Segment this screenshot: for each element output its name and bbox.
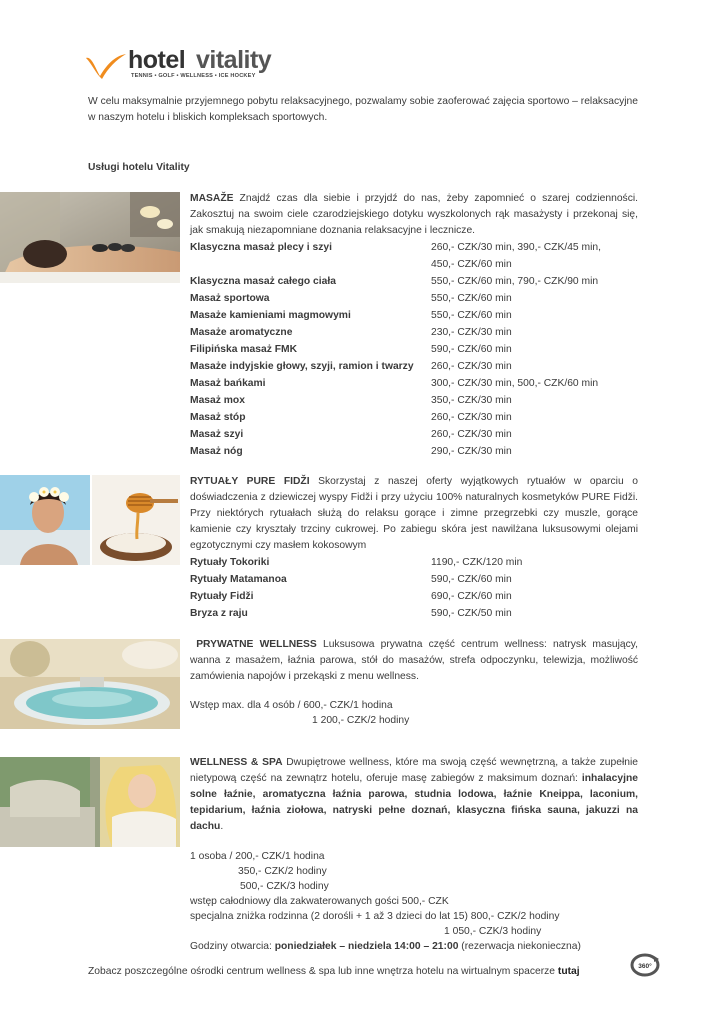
intro-paragraph: W celu maksymalnie przyjemnego pobytu relaksacyjnego, pozwalamy sobie zaoferować zajęcia sportowo – relaksacyjne w naszym hotelu i bliskich kompleksach sportowych. xyxy=(88,96,638,123)
opening-hours xyxy=(190,939,638,954)
price-row xyxy=(190,571,638,588)
hours-label: Godziny otwarcia: xyxy=(190,941,275,952)
price-row xyxy=(190,341,638,358)
price-row xyxy=(190,375,638,392)
ritual-honey-photo xyxy=(92,475,180,565)
service-name: Masaż bańkami xyxy=(190,378,266,389)
price-row xyxy=(190,426,638,443)
footer-text: Zobacz poszczególne ośrodki centrum wellness & spa lub inne wnętrza hotelu na wirtualnym spacerze xyxy=(88,966,558,977)
price-row xyxy=(190,358,638,375)
service-price: 590,- CZK/50 min xyxy=(431,608,512,619)
private-wellness-section xyxy=(190,637,638,728)
spa-facilities: inhalacyjne solne łaźnie, aromatyczna łaźnia parowa, studnia lodowa, łaźnie Kneippa, laconium, tepidarium, łaźnia ziołowa, natryski pełne doznań, klasyczna fińska sauna, jakuzzi na dachu xyxy=(190,773,638,832)
service-price: 550,- CZK/60 min, 790,- CZK/90 min xyxy=(431,276,599,287)
service-name: Rytuały Fidži xyxy=(190,591,254,602)
service-name: Masaże indyjskie głowy, szyji, ramion i twarzy xyxy=(190,361,414,372)
logo-text-hotel: hotel xyxy=(128,46,186,74)
spa-heading: WELLNESS & SPA xyxy=(190,757,283,768)
spa-price-line: 1 050,- CZK/3 hodiny xyxy=(444,926,542,937)
spa-description: Dwupiętrowe wellness, które ma swoją część wewnętrzną, a także zupełnie nietypową część na zewnątrz hotelu, oferuje masę zabiegów z maksimum doznań: xyxy=(190,757,638,784)
price-row xyxy=(190,392,638,409)
price-row xyxy=(190,307,638,324)
private-entry-line1: Wstęp max. dla 4 osób / 600,- CZK/1 hodina xyxy=(190,700,393,711)
service-name: Bryza z raju xyxy=(190,608,248,619)
footer-note xyxy=(88,966,580,977)
service-price: 300,- CZK/30 min, 500,- CZK/60 min xyxy=(431,378,599,389)
service-price: 590,- CZK/60 min xyxy=(431,344,512,355)
private-wellness-photo xyxy=(0,639,180,729)
spa-facilities-end: . xyxy=(220,821,224,832)
service-price: 550,- CZK/60 min xyxy=(431,293,512,304)
service-name: Klasyczna masaż całego ciała xyxy=(190,276,336,287)
service-price: 290,- CZK/30 min xyxy=(431,446,512,457)
spa-price-line: 500,- CZK/3 hodiny xyxy=(240,881,329,892)
service-price: 260,- CZK/30 min, 390,- CZK/45 min, xyxy=(431,242,601,253)
rituals-heading: RYTUAŁY PURE FIDŽI xyxy=(190,476,310,487)
section-title: Usługi hotelu Vitality xyxy=(88,162,190,173)
price-row xyxy=(190,443,638,460)
service-price: 260,- CZK/30 min xyxy=(431,361,512,372)
rituals-price-list xyxy=(190,554,638,622)
service-name xyxy=(190,256,431,273)
service-price: 1190,- CZK/120 min xyxy=(431,557,523,568)
service-name: Masaże kamieniami magmowymi xyxy=(190,310,351,321)
spa-price-line: specjalna zniżka rodzinna (2 dorośli + 1 až 3 dzieci do lat 15) 800,- CZK/2 hodiny xyxy=(190,911,560,922)
service-name: Masaż nóg xyxy=(190,446,243,457)
massage-heading: MASAŽE xyxy=(190,193,234,204)
service-name: Masaż mox xyxy=(190,395,245,406)
spa-price-line: 350,- CZK/2 hodiny xyxy=(238,866,327,877)
virtual-tour-360-icon[interactable] xyxy=(628,950,662,980)
price-row xyxy=(190,324,638,341)
hotel-vitality-logo xyxy=(84,48,284,84)
spa-price-list xyxy=(190,849,638,939)
icon-360-label: 360° xyxy=(638,963,652,970)
massage-photo xyxy=(0,192,180,283)
price-row xyxy=(190,409,638,426)
spa-price-line: 1 osoba / 200,- CZK/1 hodina xyxy=(190,851,325,862)
private-heading: PRYWATNE WELLNESS xyxy=(196,639,317,650)
service-name: Klasyczna masaż plecy i szyi xyxy=(190,242,332,253)
wellness-spa-section xyxy=(190,755,638,954)
logo-text-vitality: vitality xyxy=(196,46,272,74)
price-row xyxy=(190,256,638,273)
price-row xyxy=(190,554,638,571)
rituals-description: Skorzystaj z naszej oferty wyjątkowych rytuałów w oparciu o doświadczenia z dziewiczej wyspy Fidži i przy użyciu 100% naturalnych kosmetyków PURE Fidži. Przy niektórych rytuałach służą do relaksu gorące i zimne przegrzebki czy muszle, gorące kamienie czy kryształy trzciny cukrowej. Po zabiegu skóra jest nawilżana luksusowymi olejami egzotycznymi czy masłem kokosowym xyxy=(190,476,638,551)
service-price: 690,- CZK/60 min xyxy=(431,591,512,602)
service-name: Masaż szyi xyxy=(190,429,244,440)
service-name: Masaż sportowa xyxy=(190,293,270,304)
service-name: Filipińska masaż FMK xyxy=(190,344,298,355)
service-name: Rytuały Matamanoa xyxy=(190,574,287,585)
private-entry-line2: 1 200,- CZK/2 hodiny xyxy=(312,715,410,726)
service-name: Masaże aromatyczne xyxy=(190,327,293,338)
price-row xyxy=(190,273,638,290)
service-price: 260,- CZK/30 min xyxy=(431,429,512,440)
service-price: 350,- CZK/30 min xyxy=(431,395,512,406)
massage-price-list xyxy=(190,239,638,460)
massage-section xyxy=(190,191,638,460)
service-price: 590,- CZK/60 min xyxy=(431,574,512,585)
logo-tagline: TENNIS • GOLF • WELLNESS • ICE HOCKEY xyxy=(131,73,256,79)
price-row xyxy=(190,588,638,605)
service-name: Masaż stóp xyxy=(190,412,246,423)
hours-note: (rezerwacja niekonieczna) xyxy=(458,941,581,952)
hours-value: poniedziałek – niedziela 14:00 – 21:00 xyxy=(274,941,459,952)
service-price: 260,- CZK/30 min xyxy=(431,412,512,423)
spa-price-line: wstęp całodniowy dla zakwaterowanych gości 500,- CZK xyxy=(190,896,449,907)
service-price: 450,- CZK/60 min xyxy=(431,259,512,270)
massage-description: Znajdź czas dla siebie i przyjdź do nas, żeby zapomnieć o szarej codzienności. Zakosztuj na swoim ciele czarodziejskiego dotyku wyszkolonych rąk masażysty i przekonaj się, jak smakują niezapomniane doznania relaksacyjne i lecznicze. xyxy=(190,193,638,236)
ritual-woman-photo xyxy=(0,475,90,565)
wellness-spa-photo xyxy=(0,757,180,847)
rituals-section xyxy=(190,474,638,622)
virtual-tour-link[interactable]: tutaj xyxy=(557,966,580,977)
private-description: Luksusowa prywatna część centrum wellness: natrysk masujący, wanna z masażem, łaźnia parowa, stół do masażów, strefa odpoczynku, telewizja, możliwość zamówienia napojów i przekąski z menu wellness. xyxy=(190,639,638,682)
logo-swoosh-icon xyxy=(84,52,128,80)
service-price: 230,- CZK/30 min xyxy=(431,327,512,338)
service-price: 550,- CZK/60 min xyxy=(431,310,512,321)
service-name: Rytuały Tokoriki xyxy=(190,557,270,568)
price-row xyxy=(190,605,638,622)
price-row xyxy=(190,290,638,307)
price-row xyxy=(190,239,638,256)
